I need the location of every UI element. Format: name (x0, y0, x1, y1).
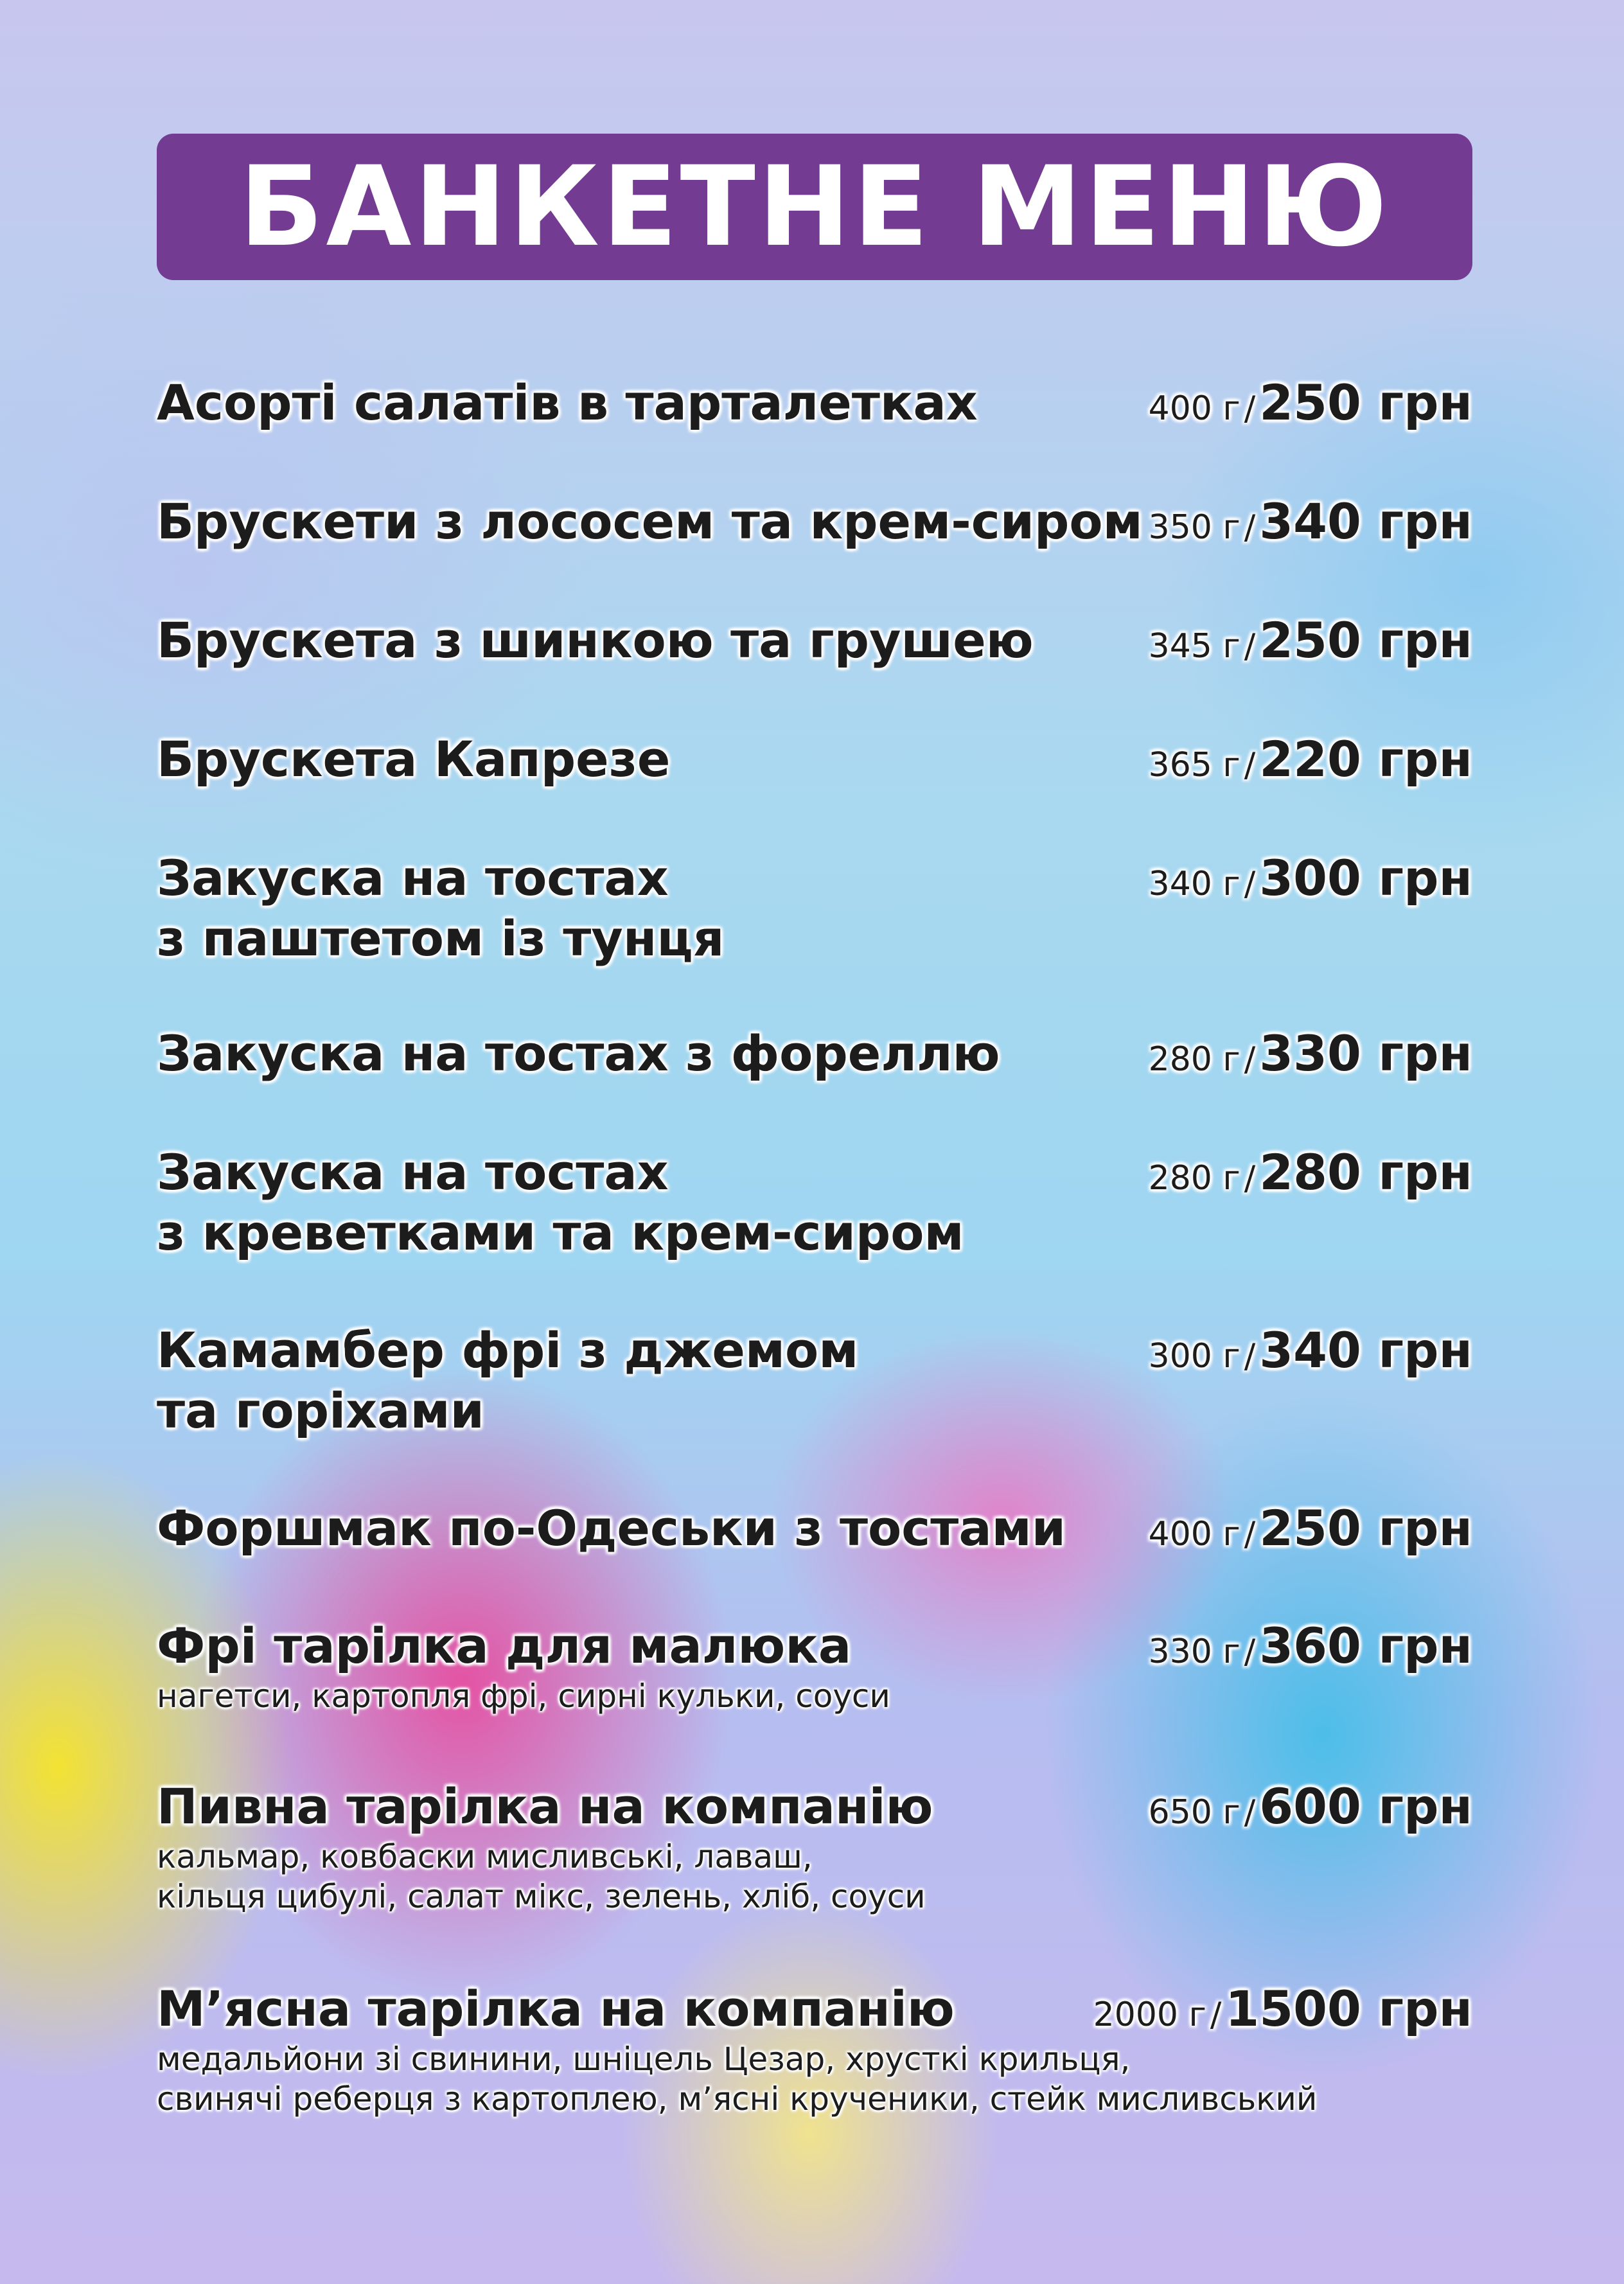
menu-item (157, 1142, 1472, 1263)
menu-item (157, 610, 1472, 671)
price-separator: / (1244, 1040, 1256, 1079)
price-separator: / (1244, 1337, 1256, 1376)
menu-item-price: 600 грн (1259, 1778, 1472, 1835)
menu-item-price-block (1149, 491, 1472, 565)
menu-item-weight: 330 г (1148, 1633, 1240, 1671)
menu-item-weight: 345 г (1148, 627, 1240, 666)
menu-item (157, 1023, 1472, 1084)
price-separator: / (1244, 865, 1256, 903)
title-banner (157, 134, 1472, 280)
menu-item-price: 280 грн (1259, 1144, 1472, 1201)
menu-item-price-block (1149, 1776, 1472, 1850)
menu-item-name: Фрі тарілка для малюка (157, 1617, 852, 1674)
menu-item-price-block (1149, 1616, 1472, 1690)
menu-item-name: М’ясна тарілка на компанію (157, 1980, 955, 2037)
menu-item-header (157, 610, 1472, 671)
menu-item-price: 250 грн (1259, 374, 1472, 431)
page-title: БАНКЕТНЕ МЕНЮ (239, 142, 1390, 271)
menu-item-header (157, 1142, 1472, 1203)
menu-item-header (157, 729, 1472, 790)
menu-item-header (157, 1498, 1472, 1559)
price-separator: / (1244, 1515, 1256, 1554)
menu-item-description: кальмар, ковбаски мисливські, лаваш, (157, 1838, 813, 1875)
menu-item-price: 340 грн (1259, 1322, 1472, 1379)
menu-item-price: 300 грн (1259, 849, 1472, 907)
menu-item-weight: 650 г (1148, 1793, 1240, 1832)
menu-item-price: 360 грн (1259, 1617, 1472, 1674)
price-separator: / (1244, 746, 1256, 784)
menu-item-header (157, 1979, 1472, 2039)
menu-item-name: Закуска на тостах з фореллю (157, 1025, 1000, 1082)
menu-item-weight: 280 г (1148, 1159, 1240, 1198)
menu-item-description: медальйони зі свинини, шніцель Цезар, хрусткі крильця, (157, 2041, 1131, 2078)
menu-item-name: Камамбер фрі з джемом (157, 1322, 859, 1379)
menu-item-weight: 400 г (1148, 389, 1240, 428)
menu-item-price: 220 грн (1259, 730, 1472, 788)
menu-item-weight: 400 г (1148, 1515, 1240, 1554)
menu-item-name-continuation (157, 1203, 1472, 1263)
menu-item (157, 373, 1472, 433)
menu-item-header (157, 373, 1472, 433)
menu-item-description: нагетси, картопля фрі, сирні кульки, соуси (157, 1678, 890, 1715)
menu-item-name-continuation (157, 908, 1472, 969)
menu-item-header (157, 1320, 1472, 1381)
menu-item (157, 1498, 1472, 1559)
price-separator: / (1244, 627, 1256, 666)
menu-item (157, 491, 1472, 552)
menu-item-name: Пивна тарілка на компанію (157, 1778, 933, 1835)
menu-item-price: 250 грн (1259, 612, 1472, 669)
menu-item-header (157, 848, 1472, 908)
menu-item-price: 250 грн (1259, 1500, 1472, 1557)
menu-item (157, 1320, 1472, 1441)
price-separator: / (1244, 389, 1256, 428)
menu-item-price-block (1149, 1023, 1472, 1097)
menu-item-price: 340 грн (1259, 493, 1472, 550)
menu-item-name: з креветками та крем-сиром (157, 1204, 964, 1261)
menu-item-price: 1500 грн (1225, 1980, 1472, 2037)
menu-item-name: Закуска на тостах (157, 1144, 669, 1201)
menu-item-weight: 300 г (1148, 1337, 1240, 1376)
menu-item-price-block (1093, 1979, 1472, 2053)
menu-item-description: свинячі реберця з картоплею, м’ясні крученики, стейк мисливський (157, 2080, 1318, 2118)
menu-item-price-block (1149, 729, 1472, 803)
menu-item-name: Асорті салатів в тарталетках (157, 374, 978, 431)
menu-item-name: Брускета Капрезе (157, 730, 671, 788)
menu-item-price-block (1149, 610, 1472, 684)
menu-item-price: 330 грн (1259, 1025, 1472, 1082)
menu-item-name-continuation (157, 1381, 1472, 1441)
price-separator: / (1210, 1996, 1222, 2034)
menu-item-name: Форшмак по-Одеськи з тостами (157, 1500, 1066, 1557)
price-separator: / (1244, 1633, 1256, 1671)
menu-item-header (157, 1616, 1472, 1676)
menu-item-weight: 340 г (1148, 865, 1240, 903)
menu-item (157, 1616, 1472, 1716)
menu-item (157, 848, 1472, 969)
menu-item-weight: 365 г (1148, 746, 1240, 784)
menu-item-name: Закуска на тостах (157, 849, 669, 907)
menu-item-weight: 350 г (1148, 508, 1240, 547)
menu-item-price-block (1149, 1498, 1472, 1572)
menu-item-name: Брускети з лососем та крем-сиром (157, 493, 1143, 550)
menu-item (157, 1979, 1472, 2119)
menu-item (157, 1776, 1472, 1917)
menu-item-header (157, 491, 1472, 552)
menu-item-header (157, 1023, 1472, 1084)
menu-item-name: з паштетом із тунця (157, 910, 725, 967)
menu-item-name: Брускета з шинкою та грушею (157, 612, 1034, 669)
menu-item-weight: 280 г (1148, 1040, 1240, 1079)
menu-item-header (157, 1776, 1472, 1837)
price-separator: / (1244, 1159, 1256, 1198)
menu-item-price-block (1149, 373, 1472, 447)
menu-item-name: та горіхами (157, 1382, 484, 1439)
price-separator: / (1244, 508, 1256, 547)
menu-item (157, 729, 1472, 790)
price-separator: / (1244, 1793, 1256, 1832)
menu-item-weight: 2000 г (1093, 1996, 1206, 2034)
menu-item-description: кільця цибулі, салат мікс, зелень, хліб, соуси (157, 1878, 926, 1915)
